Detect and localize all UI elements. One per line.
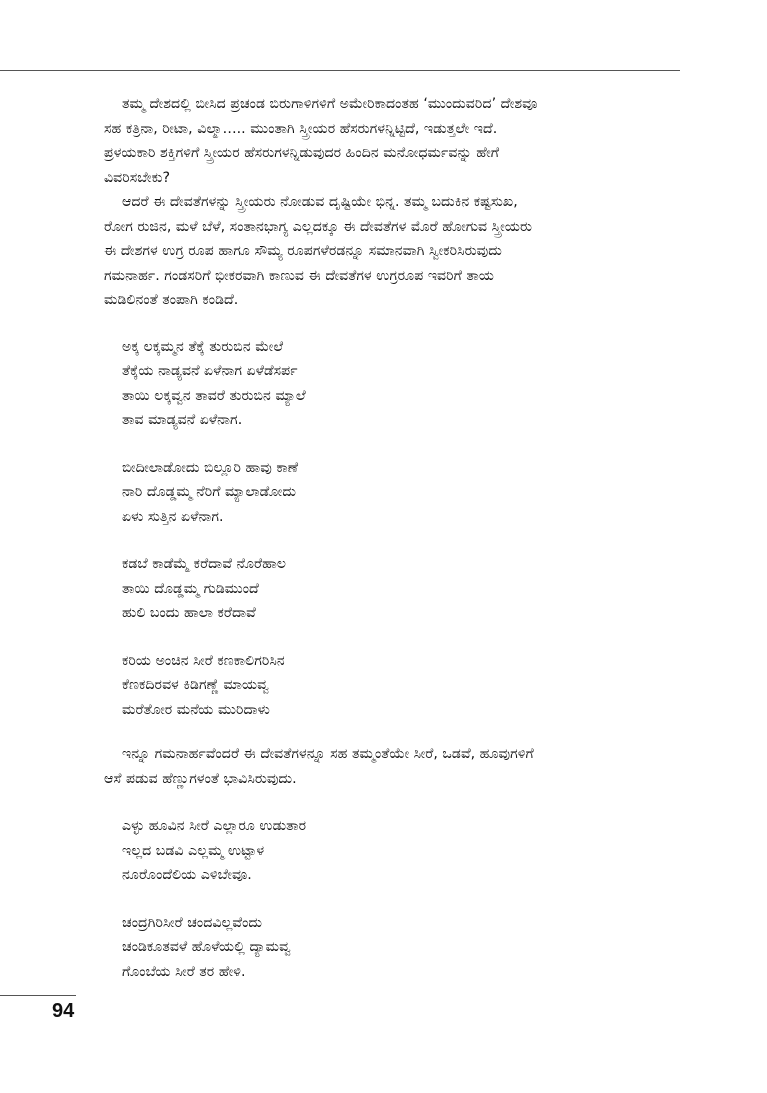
verse-line: ಕೆಣಕದಿರವಳ ಕಿಡಿಗಣ್ಣೆ ಮಾಯವ್ವ (122, 677, 269, 693)
verse-line: ಕರಿಯ ಅಂಚಿನ ಸೀರೆ ಕಣಕಾಲಿಗರಿಸಿನ (122, 652, 285, 669)
page-body (104, 92, 684, 984)
verse-stanza-2 (122, 456, 684, 530)
text-line: ಆದರೆ ಈ ದೇವತೆಗಳನ್ನು ಸ್ತ್ರೀಯರು ನೋಡುವ ದೃಷ್ಟಿಯೇ ಭಿನ್ನ. ತಮ್ಮ ಬದುಕಿನ ಕಷ್ಟಸುಖ, (122, 194, 518, 210)
verse-stanza-4 (122, 649, 684, 723)
verse-line: ಚಂಡಿಕೂತವಳೆ ಹೊಳೆಯಲ್ಲಿ ದ್ಯಾಮವ್ವ (122, 939, 291, 955)
header-rule (0, 70, 680, 71)
verse-line: ಅಕ್ಕ ಲಕ್ಕಮ್ಮನ ತೆಕ್ಕೆ ತುರುಬಿನ ಮೇಲೆ (122, 338, 284, 355)
text-line: ಸಹ ಕತ್ರಿನಾ, ರೀಟಾ, ವಿಲ್ಮಾ….. ಮುಂತಾಗಿ ಸ್ತ್ರೀಯರ ಹೆಸರುಗಳನ್ನಿಟ್ಟಿದೆ, ಇಡುತ್ತಲೇ ಇದೆ. (104, 120, 498, 137)
verse-line: ನೂರೊಂದೆಲಿಯ ಎಳಿಬೇವೂ. (122, 867, 252, 883)
text-line: ಮಡಿಲಿನಂತೆ ತಂಪಾಗಿ ಕಂಡಿದೆ. (104, 292, 239, 308)
page-number: 94 (52, 1000, 75, 1022)
verse-line: ತಾಯಿ ದೊಡ್ಡಮ್ಮ ಗುಡಿಮುಂದೆ (122, 580, 259, 597)
verse-line: ಕಡಬೆ ಕಾಡೆಮ್ಮೆ ಕರೆದಾವೆ ನೊರೆಹಾಲ (122, 556, 287, 572)
text-line: ತಮ್ಮ ದೇಶದಲ್ಲಿ ಬೀಸಿದ ಪ್ರಚಂಡ ಬಿರುಗಾಳಿಗಳಿಗೆ ಅಮೇರಿಕಾದಂತಹ ‘ಮುಂದುವರಿದ’ ದೇಶವೂ (122, 96, 538, 112)
verse-stanza-1 (122, 335, 684, 433)
paragraph-1 (104, 92, 684, 190)
text-line: ಈ ದೇಶಗಳ ಉಗ್ರ ರೂಪ ಹಾಗೂ ಸೌಮ್ಯ ರೂಪಗಳೆರಡನ್ನೂ ಸಮಾನವಾಗಿ ಸ್ವೀಕರಿಸಿರುವುದು (104, 243, 502, 259)
verse-stanza-3 (122, 552, 684, 626)
paragraph-3 (104, 742, 684, 791)
verse-line: ಹುಲಿ ಬಂದು ಹಾಲಾ ಕರೆದಾವೆ (122, 605, 256, 621)
footer-rule (0, 995, 76, 996)
verse-line: ಇಲ್ಲದ ಬಡವಿ ಎಲ್ಲಮ್ಮ ಉಟ್ಟಾಳ (122, 842, 265, 859)
verse-line: ಬೀದೀಲಾಡೋದು ಬಿಲ್ಲೂರಿ ಹಾವು ಕಾಣೆ (122, 459, 299, 476)
verse-line: ಮರೆತೋರ ಮನೆಯ ಮುರಿದಾಳು (122, 701, 270, 718)
verse-line: ತಾವ ಮಾಡ್ಯವನೆ ಏಳೆನಾಗ. (122, 412, 243, 428)
verse-line: ಗೊಂಬೆಯ ಸೀರೆ ತರ ಹೇಳಿ. (122, 963, 246, 980)
verse-stanza-6 (122, 911, 684, 985)
verse-stanza-5 (122, 814, 684, 888)
text-line: ಪ್ರಳಯಕಾರಿ ಶಕ್ತಿಗಳಿಗೆ ಸ್ತ್ರೀಯರ ಹೆಸರುಗಳನ್ನಿಡುವುದರ ಹಿಂದಿನ ಮನೋಧರ್ಮವನ್ನು ಹೇಗೆ (104, 145, 500, 161)
verse-line: ನಾರಿ ದೊಡ್ಡಮ್ಮ ನೆರಿಗೆ ಮ್ಯಾಲಾಡೋದು (122, 484, 297, 500)
text-line: ಇನ್ನೂ ಗಮನಾರ್ಹವೆಂದರೆ ಈ ದೇವತೆಗಳನ್ನೂ ಸಹ ತಮ್ಮಂತೆಯೇ ಸೀರೆ, ಒಡವೆ, ಹೂವುಗಳಿಗೆ (122, 746, 534, 762)
verse-line: ಏಳು ಸುತ್ತಿನ ಏಳೆನಾಗ. (122, 508, 224, 525)
text-line: ಆಸೆ ಪಡುವ ಹೆಣ್ಣುಗಳಂತೆ ಭಾವಿಸಿರುವುದು. (104, 770, 297, 787)
verse-line: ಚಂದ್ರಗಿರಿಸೀರೆ ಚಂದವಿಲ್ಲವೆಂದು (122, 914, 263, 931)
text-line: ಗಮನಾರ್ಹ. ಗಂಡಸರಿಗೆ ಭೀಕರವಾಗಿ ಕಾಣುವ ಈ ದೇವತೆಗಳ ಉಗ್ರರೂಪ ಇವರಿಗೆ ತಾಯ (104, 267, 495, 284)
paragraph-2 (104, 190, 684, 313)
verse-line: ಎಳ್ಳು ಹೂವಿನ ಸೀರೆ ಎಲ್ಲಾರೂ ಉಡುತಾರ (122, 818, 307, 834)
text-line: ವಿವರಿಸಬೇಕು? (104, 169, 171, 186)
verse-line: ತಾಯಿ ಲಕ್ಕವ್ವನ ತಾವರೆ ತುರುಬಿನ ಮ್ಯಾಲೆ (122, 387, 306, 404)
verse-line: ತೆಕ್ಕೆಯ ನಾಡ್ಯವನೆ ಏಳೆನಾಗ ಏಳೆಡೆಸರ್ಪ (122, 363, 298, 379)
text-line: ರೋಗ ರುಜಿನ, ಮಳೆ ಬೆಳೆ, ಸಂತಾನಭಾಗ್ಯ ಎಲ್ಲದಕ್ಕೂ ಈ ದೇವತೆಗಳ ಮೊರೆ ಹೋಗುವ ಸ್ತ್ರೀಯರು (104, 218, 533, 235)
